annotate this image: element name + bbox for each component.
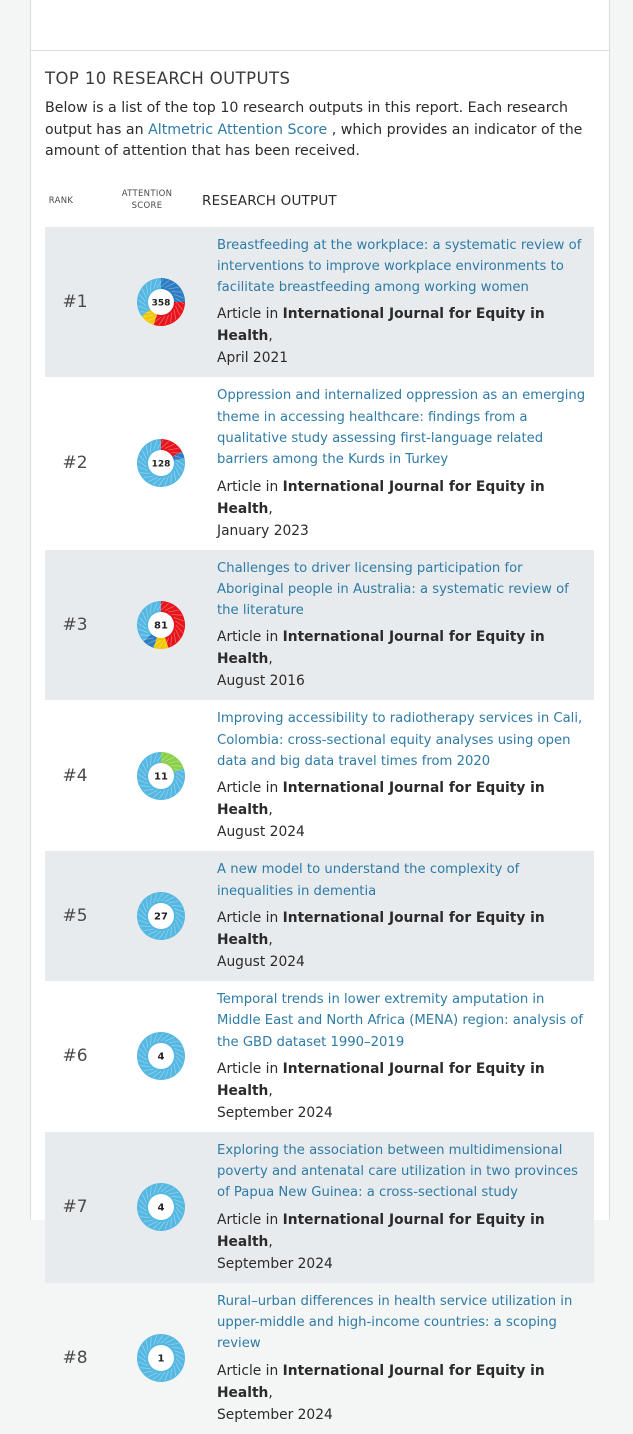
journal-name: International Journal for Equity in Health <box>217 909 545 948</box>
intro-after: , which provides an indicator of the amount of attention that has been received. <box>45 121 583 159</box>
attention-score-value: 4 <box>157 1051 165 1063</box>
table-row <box>45 1132 594 1283</box>
top-panel <box>31 0 609 51</box>
publication-date: April 2021 <box>217 350 289 367</box>
publication-type: Article in <box>217 1211 279 1228</box>
research-output-title-link[interactable]: Improving accessibility to radiotherapy services in Cali, Colombia: cross-sectional equity analyses using open data and big data travel times from 2020 <box>217 711 583 770</box>
research-output <box>217 550 594 701</box>
research-output-title-link[interactable]: A new model to understand the complexity of inequalities in dementia <box>217 862 520 899</box>
publication-date: August 2024 <box>217 824 305 841</box>
attention-score-badge[interactable] <box>105 700 217 851</box>
altmetric-donut-icon <box>133 597 189 653</box>
journal-name: International Journal for Equity in Health <box>217 780 545 819</box>
publication-type: Article in <box>217 478 279 495</box>
publication-date: September 2024 <box>217 1104 333 1121</box>
altmetric-donut-icon <box>133 1028 189 1084</box>
publication-info: Article in International Journal for Equity in Health, April 2021 <box>217 306 545 367</box>
research-output <box>217 227 594 378</box>
rank-label: #1 <box>62 291 88 312</box>
publication-date: September 2024 <box>217 1406 333 1423</box>
research-output-title-link[interactable]: Exploring the association between multidimensional poverty and antenatal care utilization in two provinces of Papua New Guinea: a cross-sectional study <box>217 1142 579 1201</box>
section-title: TOP 10 RESEARCH OUTPUTS <box>45 69 291 88</box>
output-column-header: RESEARCH OUTPUT <box>202 192 337 209</box>
table-row <box>45 981 594 1132</box>
research-output <box>217 700 594 851</box>
rank-label: #2 <box>62 453 88 474</box>
publication-info: Article in International Journal for Equity in Health, September 2024 <box>217 1211 545 1272</box>
publication-info: Article in International Journal for Equity in Health, January 2023 <box>217 478 545 539</box>
table-row <box>45 1283 594 1434</box>
table-row <box>45 700 594 851</box>
intro-text <box>45 98 593 163</box>
research-output <box>217 1283 594 1434</box>
publication-date: August 2016 <box>217 673 305 690</box>
score-column-header <box>101 188 193 213</box>
attention-score-value: 81 <box>154 620 168 632</box>
table-row <box>45 550 594 701</box>
altmetric-score-link[interactable]: Altmetric Attention Score <box>148 121 328 138</box>
rank-column-header: RANK <box>48 195 74 206</box>
research-output-title-link[interactable]: Challenges to driver licensing participation for Aboriginal people in Australia: a systematic review of the literature <box>217 560 569 619</box>
research-output <box>217 377 594 549</box>
attention-score-badge[interactable] <box>105 1132 217 1283</box>
altmetric-donut-icon <box>133 748 189 804</box>
outputs-table <box>45 227 594 1434</box>
publication-type: Article in <box>217 306 279 323</box>
attention-score-badge[interactable] <box>105 851 217 981</box>
attention-score-value: 11 <box>154 771 168 783</box>
altmetric-donut-icon <box>133 1179 189 1235</box>
attention-score-badge[interactable] <box>105 227 217 378</box>
attention-score-badge[interactable] <box>105 981 217 1132</box>
research-output-title-link[interactable]: Rural–urban differences in health service utilization in upper-middle and high-income countries: a scoping review <box>217 1293 573 1352</box>
research-output <box>217 1132 594 1283</box>
publication-type: Article in <box>217 1060 279 1077</box>
publication-type: Article in <box>217 629 279 646</box>
journal-name: International Journal for Equity in Health <box>217 306 545 345</box>
rank-label: #5 <box>62 906 88 927</box>
attention-score-value: 1 <box>157 1353 165 1365</box>
score-header-line1: ATTENTION <box>121 188 173 199</box>
rank-label: #4 <box>62 765 88 786</box>
table-header <box>31 175 609 227</box>
research-output-title-link[interactable]: Breastfeeding at the workplace: a systematic review of interventions to improve workplace environments to facilitate breastfeeding among working women <box>217 237 582 296</box>
rank-label: #6 <box>62 1046 88 1067</box>
attention-score-value: 358 <box>151 298 171 309</box>
rank-label: #7 <box>62 1197 88 1218</box>
publication-date: August 2024 <box>217 953 305 970</box>
journal-name: International Journal for Equity in Health <box>217 629 545 668</box>
publication-type: Article in <box>217 1362 279 1379</box>
journal-name: International Journal for Equity in Health <box>217 478 545 517</box>
research-output-title-link[interactable]: Oppression and internalized oppression as an emerging theme in accessing healthcare: findings from a qualitative study assessing first-language related barriers among the Kurds in Turkey <box>217 388 586 468</box>
publication-info: Article in International Journal for Equity in Health, September 2024 <box>217 1362 545 1423</box>
intro-before: Below is a list of the top 10 research outputs in this report. Each research output has an <box>45 100 569 138</box>
research-output <box>217 851 594 981</box>
research-output <box>217 981 594 1132</box>
publication-info: Article in International Journal for Equity in Health, August 2016 <box>217 629 545 690</box>
research-output-title-link[interactable]: Temporal trends in lower extremity amputation in Middle East and North Africa (MENA) region: analysis of the GBD dataset 1990–2019 <box>217 991 583 1050</box>
attention-score-badge[interactable] <box>105 550 217 701</box>
altmetric-donut-icon <box>133 1330 189 1386</box>
journal-name: International Journal for Equity in Health <box>217 1362 545 1401</box>
journal-name: International Journal for Equity in Health <box>217 1060 545 1099</box>
rank-label: #3 <box>62 615 88 636</box>
altmetric-donut-icon <box>133 435 189 491</box>
attention-score-badge[interactable] <box>105 377 217 549</box>
publication-date: January 2023 <box>217 522 309 539</box>
publication-info: Article in International Journal for Equity in Health, August 2024 <box>217 780 545 841</box>
attention-score-badge[interactable] <box>105 1283 217 1434</box>
attention-score-value: 4 <box>157 1202 165 1214</box>
table-row <box>45 851 594 981</box>
score-header-line2: SCORE <box>131 201 163 211</box>
journal-name: International Journal for Equity in Health <box>217 1211 545 1250</box>
table-row <box>45 377 594 549</box>
publication-info: Article in International Journal for Equity in Health, September 2024 <box>217 1060 545 1121</box>
publication-date: September 2024 <box>217 1255 333 1272</box>
publication-type: Article in <box>217 780 279 797</box>
attention-score-value: 128 <box>151 459 171 470</box>
attention-score-value: 27 <box>154 911 168 923</box>
altmetric-donut-icon <box>133 888 189 944</box>
publication-type: Article in <box>217 909 279 926</box>
report-card <box>30 0 610 1423</box>
rank-label: #8 <box>62 1348 88 1369</box>
altmetric-donut-icon <box>133 274 189 330</box>
publication-info: Article in International Journal for Equity in Health, August 2024 <box>217 909 545 970</box>
table-row <box>45 227 594 378</box>
